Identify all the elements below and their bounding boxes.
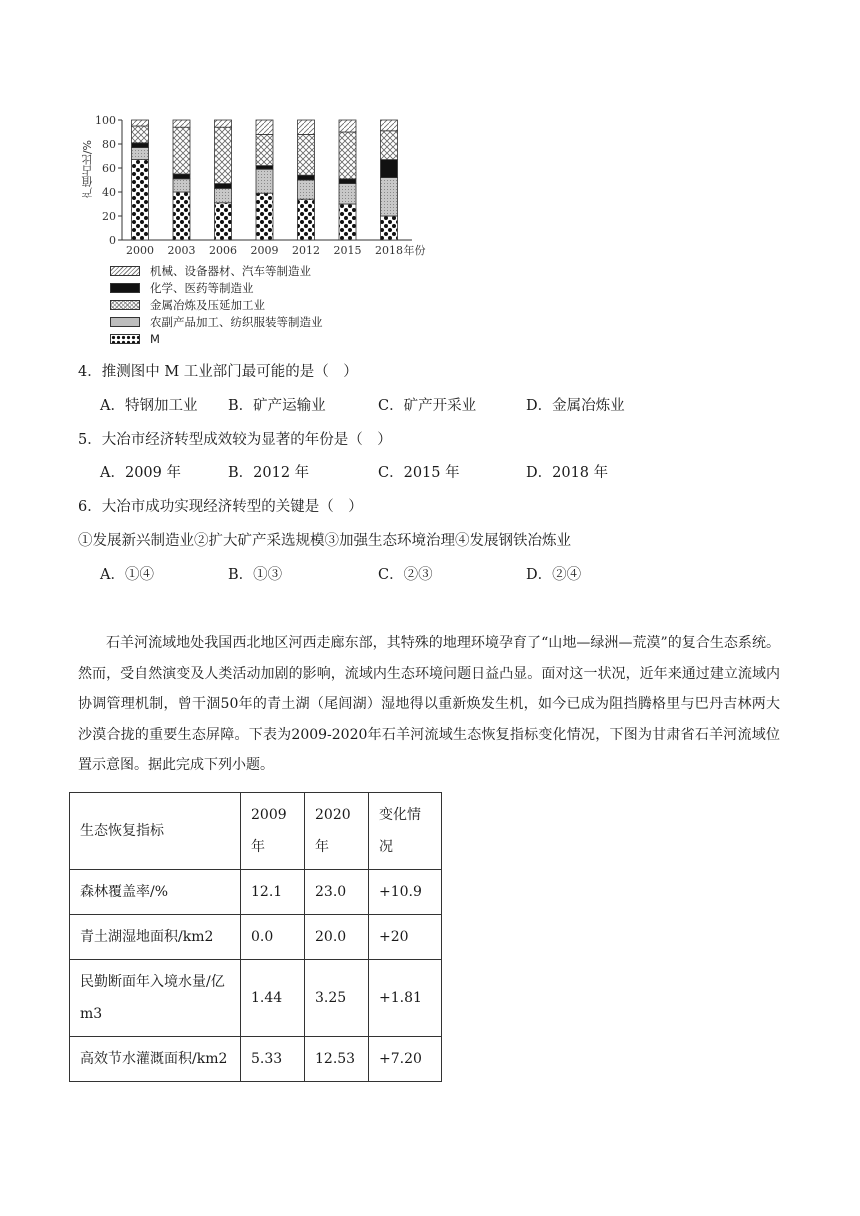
q6-option-d: D．②④ <box>526 567 582 583</box>
bar-segment <box>132 126 149 143</box>
question-6-statements: ①发展新兴制造业②扩大矿产采选规模③加强生态环境治理④发展钢铁冶炼业 <box>78 533 571 549</box>
question-6: 6．大冶市成功实现经济转型的关键是（ ） <box>78 499 363 515</box>
y-tick-label: 40 <box>102 186 116 199</box>
x-tick-label: 2009 <box>250 244 279 257</box>
q5-option-b: B．2012 年 <box>228 465 310 481</box>
y-tick-label: 100 <box>95 114 116 127</box>
table-cell: +10.9 <box>369 870 442 915</box>
x-tick-label: 2012 <box>292 244 320 257</box>
y-tick-label: 20 <box>102 210 116 223</box>
bar-segment <box>381 131 398 160</box>
table-cell: +1.81 <box>369 960 442 1037</box>
bar-segment <box>132 148 149 160</box>
table-cell: 青土湖湿地面积/km2 <box>70 915 241 960</box>
bar-segment <box>173 192 190 240</box>
bar-segment <box>215 127 232 183</box>
table-cell: 1.44 <box>241 960 305 1037</box>
table-row <box>70 870 442 915</box>
legend-swatch <box>110 334 140 344</box>
bar-segment <box>173 127 190 174</box>
table-header-row <box>70 793 442 870</box>
q6-option-b: B．①③ <box>228 567 283 583</box>
table-cell: 23.0 <box>305 870 369 915</box>
ecological-recovery-table <box>69 792 442 1082</box>
q6-option-c: C．②③ <box>378 567 433 583</box>
table-cell: 森林覆盖率/% <box>70 870 241 915</box>
bar-segment <box>173 174 190 179</box>
bar-segment <box>256 120 273 134</box>
bar-segment <box>298 120 315 134</box>
table-cell: 0.0 <box>241 915 305 960</box>
x-tick-label: 2000 <box>126 244 154 257</box>
table-cell: 20.0 <box>305 915 369 960</box>
q4-option-b: B．矿产运输业 <box>228 398 326 414</box>
table-cell: 12.53 <box>305 1037 369 1082</box>
y-tick-label: 80 <box>102 138 116 151</box>
bar-segment <box>173 120 190 127</box>
x-tick-label: 2006 <box>209 244 237 257</box>
q4-option-c: C．矿产开采业 <box>378 398 477 414</box>
legend-label: 农副产品加工、纺织服装等制造业 <box>150 314 323 329</box>
legend-swatch <box>110 317 140 327</box>
table-cell: 5.33 <box>241 1037 305 1082</box>
legend-swatch <box>110 266 140 276</box>
question-4: 4．推测图中 M 工业部门最可能的是（ ） <box>78 364 358 380</box>
table-header-cell: 2020年 <box>305 793 369 870</box>
legend-label: 金属冶炼及压延加工业 <box>150 297 265 312</box>
bar-segment <box>215 188 232 202</box>
legend-label: 机械、设备器材、汽车等制造业 <box>150 263 311 278</box>
q4-option-a: A．特钢加工业 <box>100 398 198 414</box>
legend-item <box>110 262 323 279</box>
q4-option-d: D．金属冶炼业 <box>526 398 625 414</box>
bar-segment <box>215 203 232 240</box>
bar-segment <box>298 175 315 180</box>
bar-segment <box>298 199 315 240</box>
stacked-bar-chart <box>81 108 444 258</box>
x-tick-label: 2003 <box>167 244 196 257</box>
table-row <box>70 915 442 960</box>
table-cell: 3.25 <box>305 960 369 1037</box>
bar-segment <box>298 180 315 199</box>
bar-segment <box>381 120 398 131</box>
legend-item <box>110 330 323 347</box>
q5-option-d: D．2018 年 <box>526 465 609 481</box>
bar-segment <box>256 169 273 193</box>
table-header-cell: 生态恢复指标 <box>70 793 241 870</box>
y-tick-label: 0 <box>109 234 116 247</box>
q5-option-c: C．2015 年 <box>378 465 460 481</box>
bar-segment <box>173 179 190 192</box>
table-row <box>70 960 442 1037</box>
x-tick-label: 2018 <box>375 244 403 257</box>
table-cell: +20 <box>369 915 442 960</box>
table-cell: +7.20 <box>369 1037 442 1082</box>
x-tick-label: 2015 <box>333 244 362 257</box>
bar-segment <box>132 120 149 126</box>
legend-swatch <box>110 300 140 310</box>
y-axis-label: 产值占比/% <box>81 140 94 199</box>
legend-label: 化学、医药等制造业 <box>150 280 254 295</box>
bar-segment <box>339 204 356 240</box>
bar-segment <box>256 193 273 240</box>
y-tick-label: 60 <box>102 162 116 175</box>
q6-option-a: A．①④ <box>100 567 154 583</box>
bar-segment <box>339 184 356 204</box>
bar-segment <box>381 216 398 240</box>
legend-label: M <box>150 331 160 346</box>
bar-segment <box>381 178 398 216</box>
bar-segment <box>215 120 232 127</box>
bar-segment <box>256 134 273 165</box>
bar-segment <box>132 143 149 148</box>
bar-segment <box>298 134 315 175</box>
table-header-cell: 变化情况 <box>369 793 442 870</box>
table-cell: 高效节水灌溉面积/km2 <box>70 1037 241 1082</box>
q5-option-a: A．2009 年 <box>100 465 181 481</box>
question-5: 5．大冶市经济转型成效较为显著的年份是（ ） <box>78 432 392 448</box>
bar-segment <box>381 160 398 178</box>
legend-item <box>110 313 323 330</box>
x-axis-unit-label: 年份 <box>403 244 426 257</box>
table-cell: 12.1 <box>241 870 305 915</box>
chart-bars <box>132 120 398 240</box>
bar-segment <box>339 179 356 184</box>
bar-segment <box>132 160 149 240</box>
legend-swatch <box>110 283 140 293</box>
legend-item <box>110 296 323 313</box>
table-cell: 民勤断面年入境水量/亿 m3 <box>70 960 241 1037</box>
bar-segment <box>339 132 356 179</box>
reading-passage: 石羊河流域地处我国西北地区河西走廊东部，其特殊的地理环境孕育了“山地—绿洲—荒漠”的复合生态系统。然而，受自然演变及人类活动加剧的影响，流域内生态环境问题日益凸显。面对这一状况，近年来通过建立流域内协调管理机制，曾干涸50年的青土湖（尾闾湖）湿地得以重新焕发生机，如今已成为阻挡腾格里与巴丹吉林两大沙漠合拢的重要生态屏障。下表为2009-2020年石羊河流域生态恢复指标变化情况，下图为甘肃省石羊河流域位置示意图。据此完成下列小题。 <box>78 635 780 773</box>
table-header-cell: 2009年 <box>241 793 305 870</box>
bar-segment <box>215 184 232 189</box>
bar-segment <box>339 120 356 132</box>
bar-segment <box>256 166 273 170</box>
legend-item <box>110 279 323 296</box>
chart-legend <box>110 262 323 347</box>
table-row <box>70 1037 442 1082</box>
